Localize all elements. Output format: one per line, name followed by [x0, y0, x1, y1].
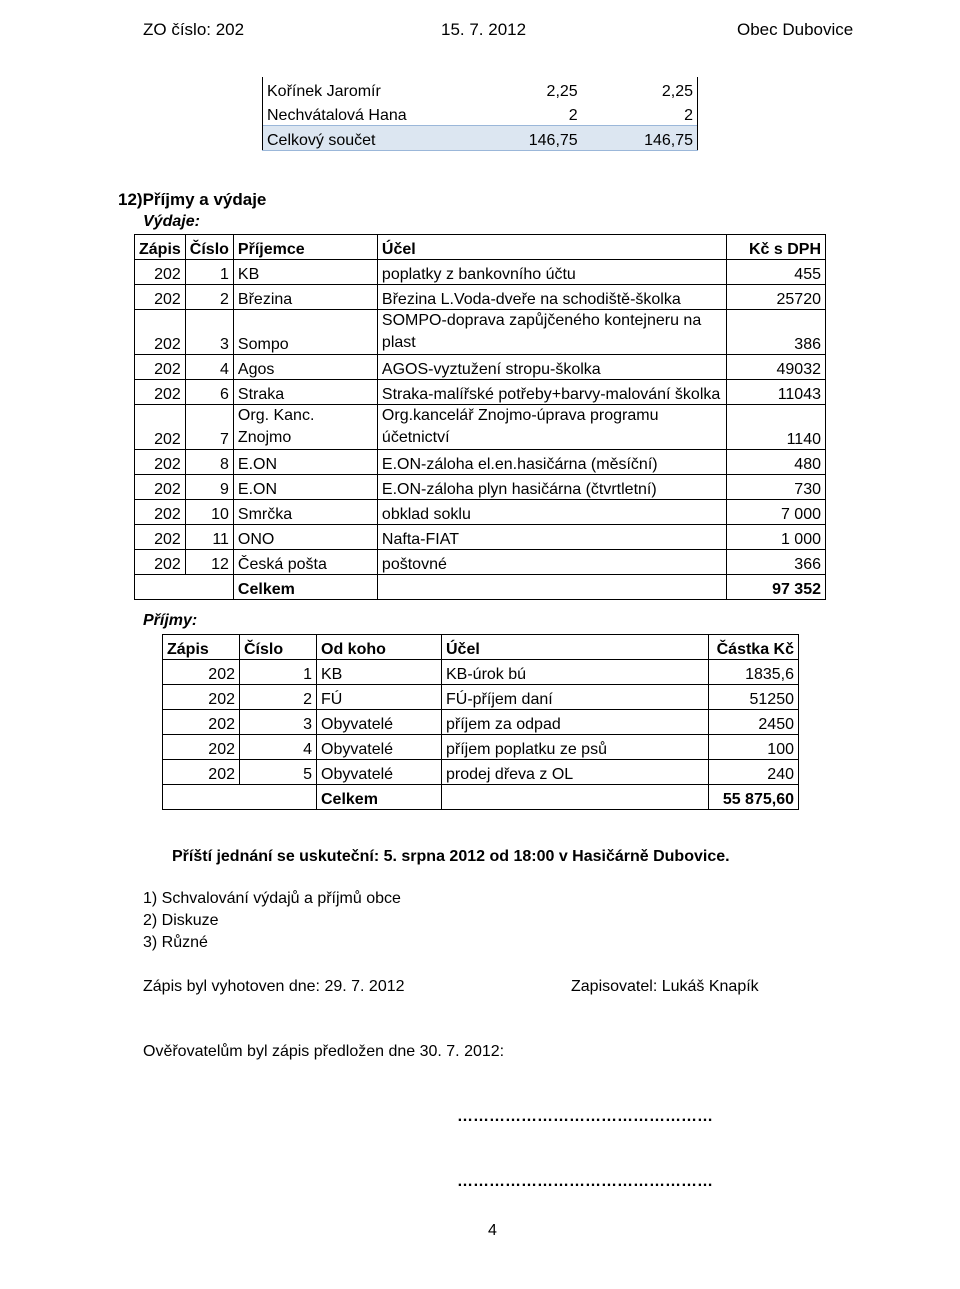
purpose-cell: E.ON-záloha el.en.hasičárna (měsíční) [377, 450, 726, 475]
page-number: 4 [488, 1222, 497, 1239]
column-header: Účel [442, 635, 709, 660]
purpose-cell: KB-úrok bú [442, 660, 709, 685]
column-header: Zápis [135, 235, 186, 260]
entry-cell: 202 [135, 550, 186, 575]
purpose-cell: příjem za odpad [442, 710, 709, 735]
purpose-cell: obklad soklu [377, 500, 726, 525]
signature-line: ………………………………………… [457, 1173, 713, 1190]
column-header: Příjemce [233, 235, 377, 260]
purpose-cell: Březina L.Voda-dveře na schodiště-školka [377, 285, 726, 310]
table-row [135, 285, 826, 310]
section-number: 12) [118, 190, 143, 209]
income-label: Příjmy: [143, 612, 198, 629]
number-cell: 8 [185, 450, 233, 475]
amount-cell: 386 [726, 310, 825, 355]
table-row [163, 735, 799, 760]
value-cell: 2,25 [582, 77, 698, 101]
agenda-item: 3) Různé [143, 934, 208, 951]
section-title: Příjmy a výdaje [142, 190, 267, 209]
purpose-cell: Straka-malířské potřeby+barvy-malování školka [377, 380, 726, 405]
amount-cell: 730 [726, 475, 825, 500]
column-header: Kč s DPH [726, 235, 825, 260]
recorder-name: Zapisovatel: Lukáš Knapík [571, 978, 759, 995]
purpose-cell: Nafta-FIAT [377, 525, 726, 550]
column-header: Číslo [185, 235, 233, 260]
recipient-cell: Org. Kanc. Znojmo [233, 405, 377, 450]
purpose-cell: AGOS-vyztužení stropu-školka [377, 355, 726, 380]
table-row [263, 77, 698, 101]
header-date: 15. 7. 2012 [441, 20, 527, 39]
recipient-cell: E.ON [233, 450, 377, 475]
recipient-cell: Straka [233, 380, 377, 405]
agenda-item: 1) Schvalování výdajů a příjmů obce [143, 890, 401, 907]
column-header: Od koho [317, 635, 442, 660]
number-cell: 4 [185, 355, 233, 380]
recipient-cell: Březina [233, 285, 377, 310]
empty-cell [135, 575, 234, 600]
income-table [162, 634, 799, 810]
empty-cell [377, 575, 726, 600]
entry-cell: 202 [135, 450, 186, 475]
expenses-label: Výdaje: [143, 213, 200, 230]
table-row [135, 260, 826, 285]
amount-cell: 455 [726, 260, 825, 285]
purpose-cell: prodej dřeva z OL [442, 760, 709, 785]
number-cell: 4 [240, 735, 317, 760]
recipient-cell: Smrčka [233, 500, 377, 525]
amount-cell: 51250 [709, 685, 799, 710]
table-row [135, 475, 826, 500]
entry-cell: 202 [163, 735, 240, 760]
total-row [135, 575, 826, 600]
entry-cell: 202 [135, 475, 186, 500]
table-row [135, 550, 826, 575]
amount-cell: 480 [726, 450, 825, 475]
signature-line: ………………………………………… [457, 1108, 713, 1125]
column-header: Účel [377, 235, 726, 260]
amount-cell: 1835,6 [709, 660, 799, 685]
source-cell: KB [317, 660, 442, 685]
section-heading [118, 190, 266, 210]
recipient-cell: E.ON [233, 475, 377, 500]
entry-cell: 202 [163, 660, 240, 685]
number-cell: 7 [185, 405, 233, 450]
person-name: Nechvátalová Hana [263, 101, 496, 126]
value-cell: 2 [568, 107, 578, 124]
amount-cell: 1 000 [726, 525, 825, 550]
header-row [163, 635, 799, 660]
purpose-cell: poštovné [377, 550, 726, 575]
entry-cell: 202 [135, 380, 186, 405]
table-row [163, 760, 799, 785]
total-label: Celkem [233, 575, 377, 600]
number-cell: 2 [240, 685, 317, 710]
column-header: Zápis [163, 635, 240, 660]
entry-cell: 202 [135, 405, 186, 450]
source-cell: Obyvatelé [317, 710, 442, 735]
amount-cell: 49032 [726, 355, 825, 380]
column-header: Číslo [240, 635, 317, 660]
number-cell: 10 [185, 500, 233, 525]
table-row [163, 685, 799, 710]
summary-table [262, 77, 698, 151]
number-cell: 6 [185, 380, 233, 405]
total-row [163, 785, 799, 810]
purpose-cell: Org.kancelář Znojmo-úprava programu účetnictví [377, 405, 726, 450]
number-cell: 12 [185, 550, 233, 575]
total-value: 146,75 [582, 126, 698, 151]
table-row [135, 380, 826, 405]
total-label: Celkem [317, 785, 442, 810]
header-row [135, 235, 826, 260]
person-name: Kořínek Jaromír [263, 77, 496, 101]
entry-cell: 202 [135, 285, 186, 310]
empty-cell [442, 785, 709, 810]
agenda-item: 2) Diskuze [143, 912, 219, 929]
verifiers-note: Ověřovatelům byl zápis předložen dne 30. 7. 2012: [143, 1043, 505, 1060]
recipient-cell: KB [233, 260, 377, 285]
expenses-table [134, 234, 826, 600]
value-cell: 2,25 [546, 83, 578, 100]
table-row [135, 355, 826, 380]
total-label: Celkový součet [263, 126, 496, 151]
amount-cell: 11043 [726, 380, 825, 405]
number-cell: 1 [240, 660, 317, 685]
recipient-cell: Česká pošta [233, 550, 377, 575]
source-cell: Obyvatelé [317, 760, 442, 785]
number-cell: 5 [240, 760, 317, 785]
source-cell: FÚ [317, 685, 442, 710]
table-row [135, 405, 826, 450]
total-value: 97 352 [726, 575, 825, 600]
entry-cell: 202 [163, 685, 240, 710]
number-cell: 3 [185, 310, 233, 355]
entry-cell: 202 [163, 710, 240, 735]
total-row [263, 126, 698, 151]
amount-cell: 25720 [726, 285, 825, 310]
amount-cell: 366 [726, 550, 825, 575]
table-row [135, 500, 826, 525]
amount-cell: 100 [709, 735, 799, 760]
amount-cell: 1140 [726, 405, 825, 450]
number-cell: 1 [185, 260, 233, 285]
source-cell: Obyvatelé [317, 735, 442, 760]
entry-cell: 202 [135, 525, 186, 550]
empty-cell [163, 785, 317, 810]
number-cell: 9 [185, 475, 233, 500]
amount-cell: 7 000 [726, 500, 825, 525]
purpose-cell: E.ON-záloha plyn hasičárna (čtvrtletní) [377, 475, 726, 500]
column-header: Částka Kč [709, 635, 799, 660]
municipality-name: Obec Dubovice [737, 20, 854, 39]
entry-cell: 202 [135, 260, 186, 285]
number-cell: 3 [240, 710, 317, 735]
purpose-cell: FÚ-příjem daní [442, 685, 709, 710]
total-value: 55 875,60 [709, 785, 799, 810]
next-meeting-note: Příští jednání se uskuteční: 5. srpna 2012 od 18:00 v Hasičárně Dubovice. [172, 848, 730, 865]
table-row [135, 310, 826, 355]
purpose-cell: SOMPO-doprava zapůjčeného kontejneru na plast [377, 310, 726, 355]
written-on-date: Zápis byl vyhotoven dne: 29. 7. 2012 [143, 978, 405, 995]
recipient-cell: Agos [233, 355, 377, 380]
recipient-cell: Sompo [233, 310, 377, 355]
purpose-cell: poplatky z bankovního účtu [377, 260, 726, 285]
number-cell: 11 [185, 525, 233, 550]
entry-cell: 202 [163, 760, 240, 785]
table-row [163, 660, 799, 685]
zo-number: ZO číslo: 202 [143, 20, 245, 39]
total-value: 146,75 [495, 126, 582, 151]
table-row [135, 525, 826, 550]
entry-cell: 202 [135, 500, 186, 525]
amount-cell: 2450 [709, 710, 799, 735]
number-cell: 2 [185, 285, 233, 310]
value-cell: 2 [582, 101, 698, 126]
purpose-cell: příjem poplatku ze psů [442, 735, 709, 760]
recipient-cell: ONO [233, 525, 377, 550]
table-row [135, 450, 826, 475]
entry-cell: 202 [135, 355, 186, 380]
table-row [163, 710, 799, 735]
entry-cell: 202 [135, 310, 186, 355]
table-row [263, 101, 698, 126]
amount-cell: 240 [709, 760, 799, 785]
